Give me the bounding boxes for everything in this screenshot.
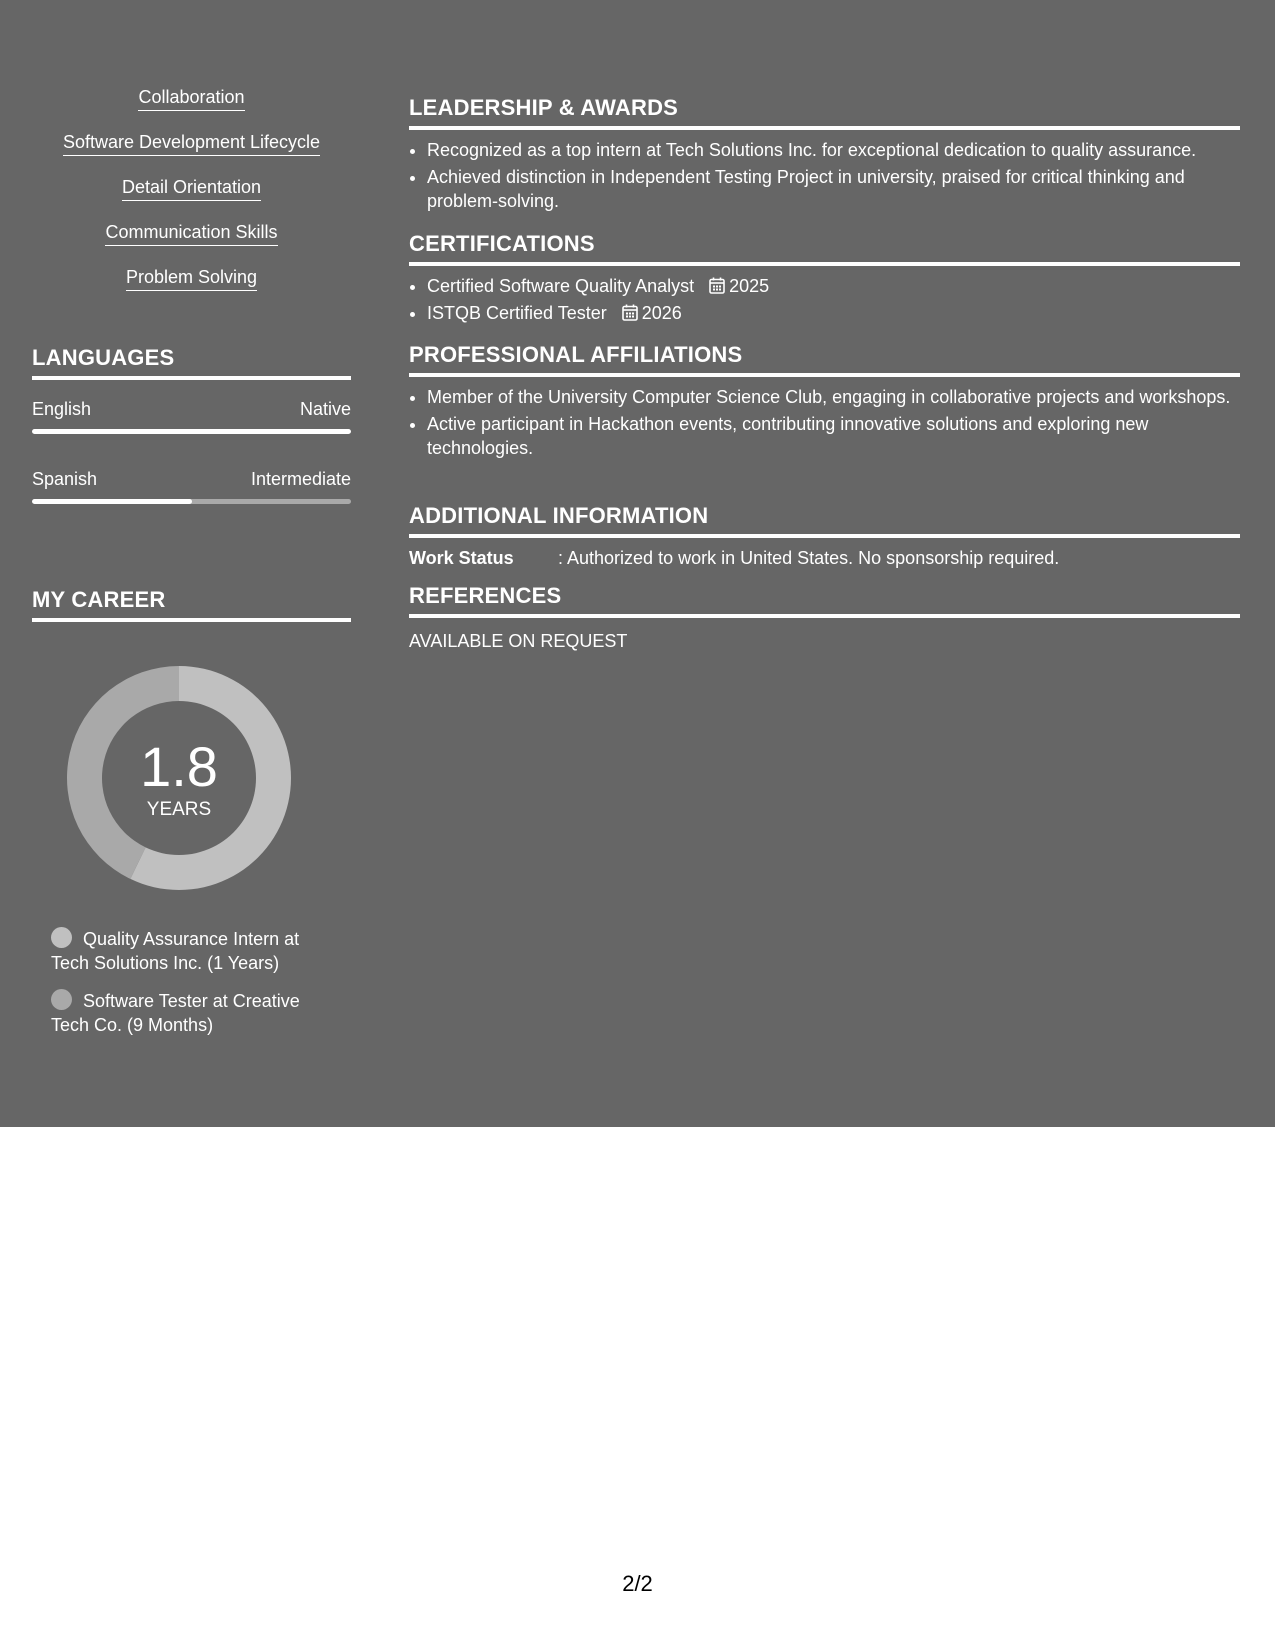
leadership-list <box>409 138 1240 213</box>
language-level: Native <box>299 399 351 419</box>
calendar-icon <box>622 304 638 321</box>
leadership-section <box>409 95 1240 216</box>
career-role-label: Software Tester at Creative Tech Co. (9 Months) <box>51 991 300 1035</box>
list-item: • Achieved distinction in Independent Testing Project in university, praised for critical thinking and problem-solving. <box>427 165 1240 213</box>
skill-item: Software Development Lifecycle <box>63 131 320 156</box>
list-item: • Recognized as a top intern at Tech Solutions Inc. for exceptional dedication to quality assurance. <box>427 138 1240 162</box>
certification-year: 2026 <box>641 303 682 323</box>
certification-name: Certified Software Quality Analyst <box>427 276 695 296</box>
affiliations-list <box>409 385 1240 460</box>
language-level: Intermediate <box>250 469 351 489</box>
work-status-value: : Authorized to work in United States. No sponsorship required. <box>558 548 1060 568</box>
career-legend <box>51 927 321 1051</box>
references-section <box>409 583 1240 652</box>
career-role-label: Quality Assurance Intern at Tech Solutions Inc. (1 Years) <box>51 929 300 973</box>
language-row <box>32 468 351 490</box>
affiliations-section <box>409 342 1240 463</box>
skills-list <box>32 86 351 311</box>
leadership-title: LEADERSHIP & AWARDS <box>409 95 1240 130</box>
language-name: English <box>32 399 92 419</box>
career-total-years: 1.8 <box>140 735 218 798</box>
certifications-section <box>409 231 1240 328</box>
career-total-unit: YEARS <box>146 799 212 820</box>
skill-item: Communication Skills <box>105 221 277 246</box>
affiliations-title: PROFESSIONAL AFFILIATIONS <box>409 342 1240 377</box>
list-item <box>427 301 1240 325</box>
calendar-icon <box>709 277 725 294</box>
legend-dot-icon <box>51 989 72 1010</box>
language-proficiency-bar <box>32 429 351 434</box>
legend-dot-icon <box>51 927 72 948</box>
work-status-label: Work Status <box>409 548 514 568</box>
languages-section <box>32 345 351 504</box>
certification-name: ISTQB Certified Tester <box>427 303 607 323</box>
page-number: 2/2 <box>622 1571 653 1596</box>
certifications-title: CERTIFICATIONS <box>409 231 1240 266</box>
language-proficiency-fill <box>32 499 192 504</box>
list-item <box>427 274 1240 298</box>
certification-year: 2025 <box>729 276 770 296</box>
language-proficiency-fill <box>32 429 351 434</box>
list-item: • Active participant in Hackathon events, contributing innovative solutions and exploring new technologies. <box>427 412 1240 460</box>
career-legend-item <box>51 989 321 1037</box>
certifications-list <box>409 274 1240 325</box>
list-item: • Member of the University Computer Science Club, engaging in collaborative projects and workshops. <box>427 385 1240 409</box>
language-row <box>32 398 351 420</box>
references-text: AVAILABLE ON REQUEST <box>409 631 628 651</box>
language-proficiency-bar <box>32 499 351 504</box>
work-status-row <box>409 547 1240 569</box>
career-donut-chart <box>66 665 292 891</box>
skill-item: Detail Orientation <box>122 176 261 201</box>
language-name: Spanish <box>32 469 98 489</box>
career-section <box>32 587 351 1035</box>
career-legend-item <box>51 927 321 975</box>
skill-item: Problem Solving <box>126 266 257 291</box>
additional-info-title: ADDITIONAL INFORMATION <box>409 503 1240 538</box>
career-title: MY CAREER <box>32 587 351 622</box>
skill-item: Collaboration <box>138 86 244 111</box>
references-title: REFERENCES <box>409 583 1240 618</box>
languages-title: LANGUAGES <box>32 345 351 380</box>
additional-info-section <box>409 503 1240 569</box>
